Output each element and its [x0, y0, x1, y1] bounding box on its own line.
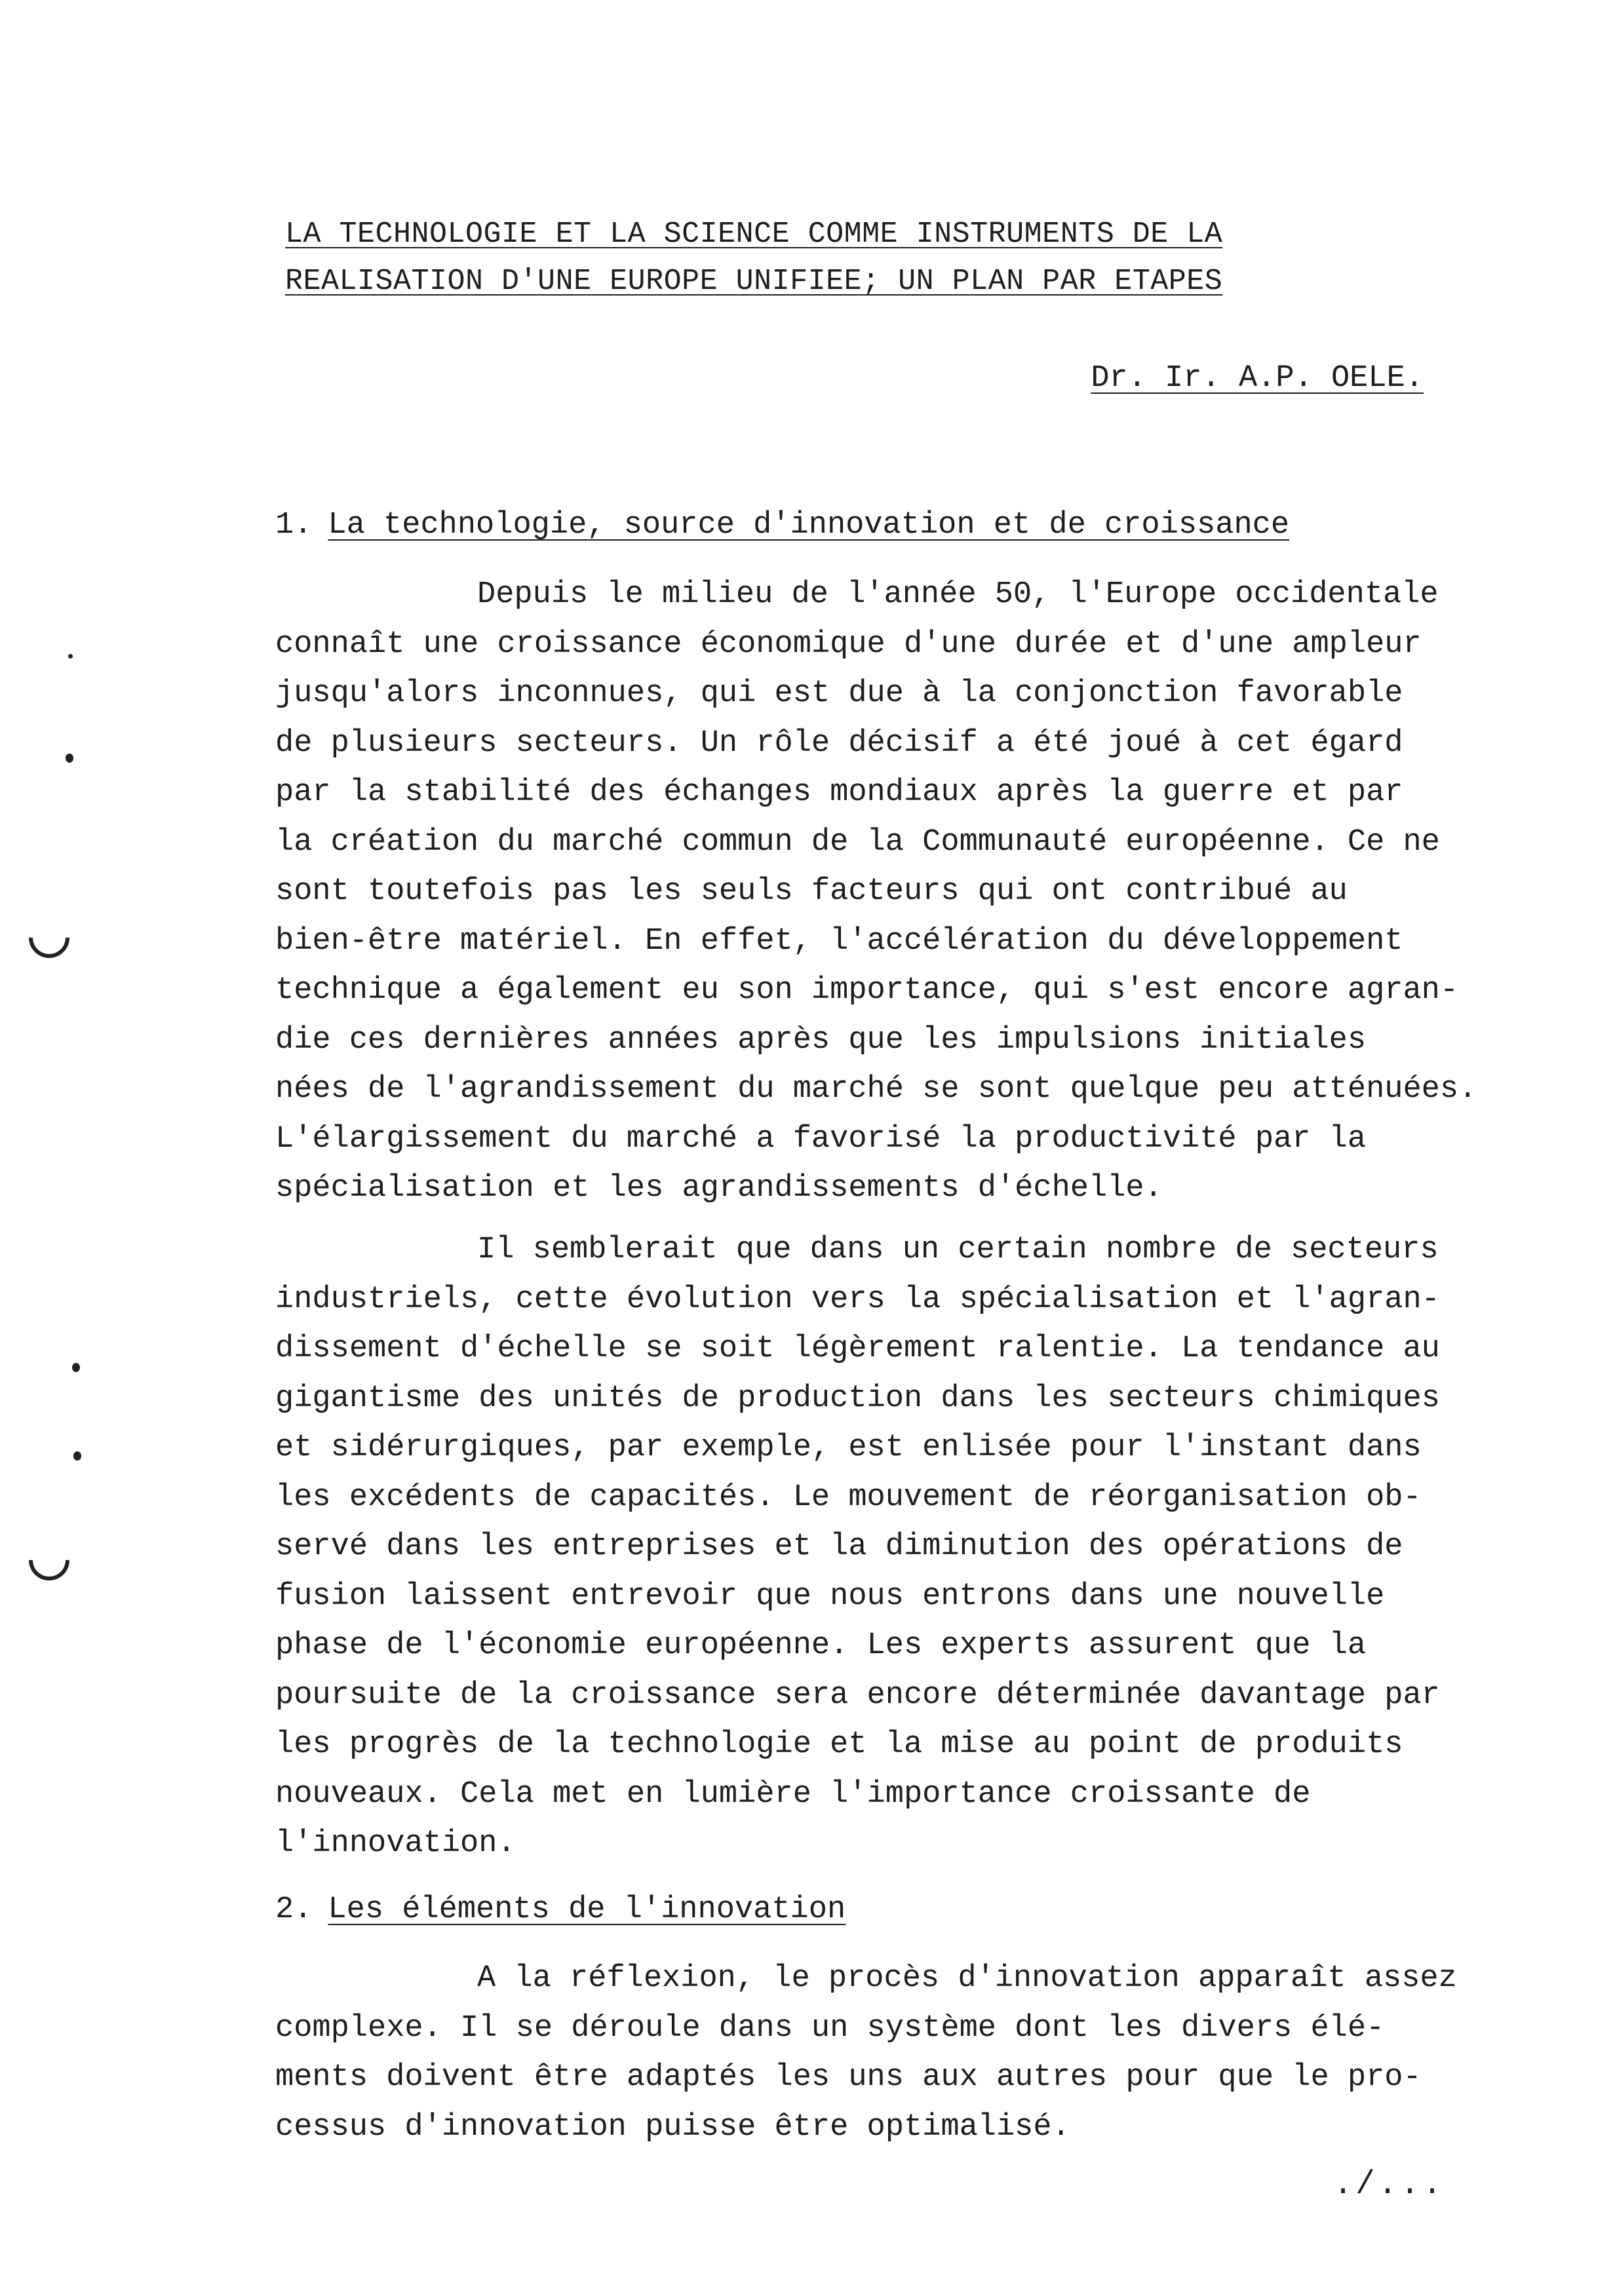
- text-line: et sidérurgiques, par exemple, est enlisée pour l'instant dans: [275, 1430, 1422, 1465]
- scan-dot: [68, 654, 73, 659]
- text-line: technique a également eu son importance, qui s'est encore agran-: [275, 973, 1459, 1008]
- text-line: les excédents de capacités. Le mouvement de réorganisation ob-: [275, 1480, 1422, 1515]
- continuation-mark: ./...: [1333, 2166, 1445, 2204]
- text-line: spécialisation et les agrandissements d'échelle.: [275, 1171, 1163, 1206]
- section-heading: [275, 506, 1289, 545]
- text-line: de plusieurs secteurs. Un rôle décisif a été joué à cet égard: [275, 725, 1403, 761]
- text-line: l'innovation.: [275, 1826, 516, 1861]
- text-line: les progrès de la technologie et la mise au point de produits: [275, 1727, 1403, 1762]
- author-name: Dr. Ir. A.P. OELE.: [1091, 361, 1424, 396]
- section-heading: [275, 1890, 846, 1930]
- text-line: cessus d'innovation puisse être optimalisé.: [275, 2109, 1070, 2145]
- text-line: industriels, cette évolution vers la spécialisation et l'agran-: [275, 1282, 1440, 1317]
- text-line: bien-être matériel. En effet, l'accélération du développement: [275, 923, 1403, 959]
- document-title: [285, 211, 1222, 305]
- paragraph: [275, 1954, 1457, 2152]
- title-line: LA TECHNOLOGIE ET LA SCIENCE COMME INSTRUMENTS DE LA: [285, 218, 1223, 251]
- text-line: L'élargissement du marché a favorisé la productivité par la: [275, 1121, 1367, 1157]
- text-line: gigantisme des unités de production dans les secteurs chimiques: [275, 1381, 1440, 1416]
- section-title: La technologie, source d'innovation et de croissance: [328, 508, 1290, 543]
- text-line: ments doivent être adaptés les uns aux autres pour que le pro-: [275, 2060, 1422, 2095]
- text-line: Depuis le milieu de l'année 50, l'Europe occidentale: [477, 577, 1439, 612]
- scan-dot: [72, 1363, 80, 1372]
- text-line: par la stabilité des échanges mondiaux après la guerre et par: [275, 775, 1403, 810]
- text-line: nées de l'agrandissement du marché se sont quelque peu atténuées.: [275, 1072, 1477, 1107]
- section-number: 1.: [275, 508, 313, 543]
- scan-dot: [66, 754, 73, 763]
- text-line: fusion laissent entrevoir que nous entrons dans une nouvelle: [275, 1578, 1385, 1614]
- text-line: A la réflexion, le procès d'innovation apparaît assez: [477, 1961, 1457, 1996]
- title-line: REALISATION D'UNE EUROPE UNIFIEE; UN PLAN PAR ETAPES: [285, 265, 1223, 298]
- text-line: phase de l'économie européenne. Les experts assurent que la: [275, 1628, 1367, 1663]
- text-line: Il semblerait que dans un certain nombre de secteurs: [477, 1233, 1439, 1267]
- punch-hole: [20, 909, 78, 966]
- text-line: nouveaux. Cela met en lumière l'importance croissante de: [275, 1776, 1311, 1812]
- scan-dot: [73, 1451, 81, 1461]
- section-title: Les éléments de l'innovation: [328, 1892, 846, 1927]
- section-number: 2.: [275, 1892, 313, 1927]
- paragraph: [275, 1225, 1440, 1869]
- text-line: dissement d'échelle se soit légèrement ralentie. La tendance au: [275, 1331, 1440, 1366]
- text-line: servé dans les entreprises et la diminution des opérations de: [275, 1529, 1403, 1564]
- punch-hole: [20, 1531, 78, 1589]
- text-line: poursuite de la croissance sera encore déterminée davantage par: [275, 1677, 1440, 1713]
- text-line: die ces dernières années après que les impulsions initiales: [275, 1022, 1367, 1058]
- text-line: jusqu'alors inconnues, qui est due à la conjonction favorable: [275, 676, 1403, 711]
- text-line: sont toutefois pas les seuls facteurs qui ont contribué au: [275, 874, 1348, 909]
- text-line: la création du marché commun de la Communauté européenne. Ce ne: [275, 824, 1440, 860]
- paragraph: [275, 570, 1477, 1214]
- text-line: complexe. Il se déroule dans un système dont les divers élé-: [275, 2010, 1385, 2046]
- text-line: connaît une croissance économique d'une durée et d'une ampleur: [275, 626, 1422, 662]
